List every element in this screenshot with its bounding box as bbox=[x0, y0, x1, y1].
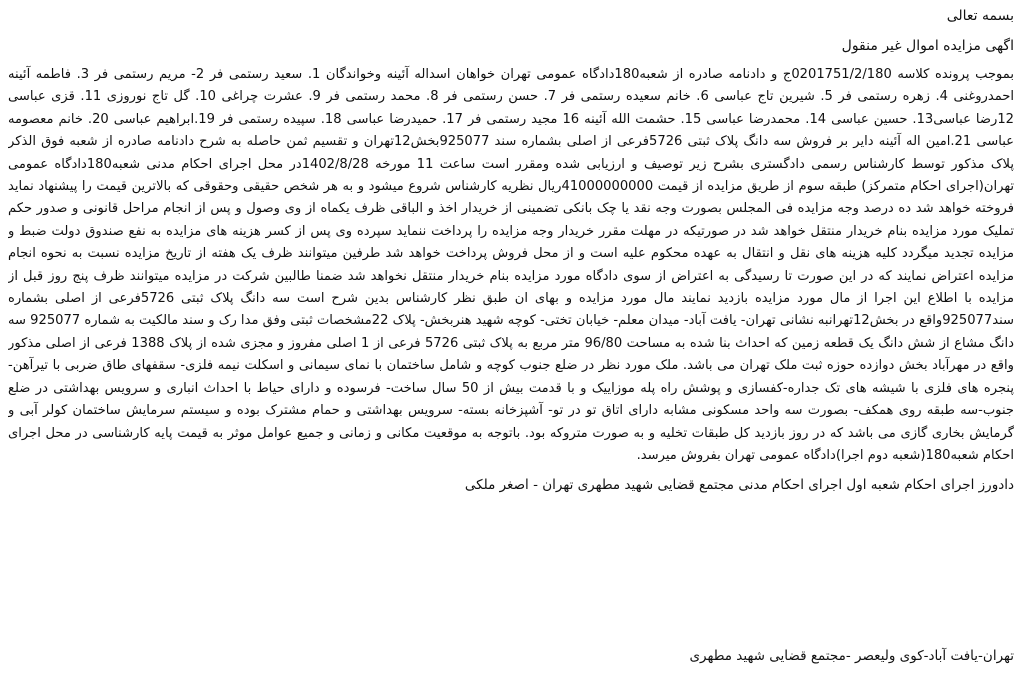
signature-line: دادورز اجرای احکام شعبه اول اجرای احکام مدنی مجتمع قضایی شهید مطهری تهران - اصغر ملکی bbox=[464, 477, 1014, 494]
notice-title: اگهی مزایده اموال غیر منقول bbox=[841, 38, 1014, 54]
auction-notice-document bbox=[8, 6, 1014, 672]
address-line: تهران-یافت آباد-کوی ولیعصر -مجتمع قضایی شهید مطهری bbox=[689, 648, 1014, 664]
notice-body-paragraph: بموجب پرونده کلاسه 0201751/2/180ج و دادنامه صادره از شعبه180دادگاه عمومی تهران خواهان اسداله آئینه وخواندگان 1. سعید رستمی فر 2- مریم رستمی فر 3. فاطمه آئینه احمدروغنی 4. زهره رستمی فر 5. شیرین تاج عباسی 6. خانم سعیده رستمی فر 7. حسن رستمی فر 8. محمد رستمی فر 9. عشرت چراغی 10. گل تاج نوروزی 11. قزی عباسی 12رضا عباسی13. حسین عباسی 14. محمدرضا عباسی 15. حشمت الله آئینه 16 مجید رستمی فر 17. حمیدرضا عباسی 18. سپیده رستمی فر 19.ابراهیم عباسی 20. خانم معصومه عباسی 21.امین اله آئینه دایر بر فروش سه دانگ پلاک ثبتی 5726فرعی از اصلی بشماره سند 925077بخش12تهران و تقسیم ثمن حاصله به شرح دادنامه صادره از شعبه فوق الذکر پلاک مذکور توسط کارشناس رسمی دادگستری بشرح زیر توصیف و ارزیابی شده ومقرر است ساعت 11 مورخه 1402/8/28در محل اجرای احکام مدنی شعبه180دادگاه عمومی تهران(اجرای احکام متمرکز) طبقه سوم از طریق مزایده از قیمت 41000000000ریال نظریه کارشناس شروع میشود و به هر شخص حقیقی وحقوقی که بالاترین قیمت را پیشنهاد نماید فروخته خواهد شد ده درصد وجه مزایده فی المجلس بصورت وجه نقد یا چک بانکی تضمینی از خریدار اخذ و الباقی ظرف یکماه از وی وصول و پس از انجام مراحل قانونی و صدور حکم تملیک مورد مزایده بنام خریدار منتقل خواهد شد در صورتیکه در مهلت مقرر خریدار وجه مزایده را پرداخت ننماید سپرده وی پس از کسر هزینه های مزایده به نفع صندوق دولت ضبط و مزایده تجدید میگردد کلیه هزینه های نقل و انتقال به عهده محکوم علیه است و از محل فروش پرداخت خواهد شد طرفین میتوانند ظرف یک هفته از تاریخ مزایده نسبت به نحوه انجام مزایده اعتراض نمایند که در این صورت تا رسیدگی به اعتراض از سوی دادگاه مورد مزایده بنام خریدار منتقل نخواهد شد ضمنا طالبین شرکت در مزایده میتوانند ظرف پنج روز قبل از مزایده با اطلاع این اجرا از مال مورد مزایده بازدید نمایند مال مورد مزایده و بهای ان طبق نظر کارشناس بدین شرح است سه دانگ پلاک ثبتی 5726فرعی از اصلی بشماره سند925077واقع در بخش12تهرانبه نشانی تهران- یافت آباد- میدان معلم- خیابان تختی- کوچه شهید هنربخش- پلاک 22مشخصات ثبتی وفق مدا رک و سند مالکیت به شماره 925077 سه دانگ مشاع از شش دانگ یک قطعه زمین که احداث بنا شده به مساحت 96/80 متر مربع به پلاک ثبتی 5726 فرعی از 1 اصلی مفروز و مجزی شده از پلاک 1388 فرعی از اصلی مذکور واقع در مهرآباد بخش دوازده حوزه ثبت ملک تهران می باشد. ملک مورد نظر در ضلع جنوب کوچه و شامل ساختمان با نمای سیمانی و اسکلت نیمه فلزی- سقفهای طاق ضربی با تیرآهن-پنجره های فلزی با شیشه های تک جداره-کفسازی و پوشش راه پله موزاییک و با قدمت بیش از 50 سال ساخت- فرسوده و دارای حیاط با احداث انباری و سرویس بهداشتی در ضلع جنوب-سه طبقه روی همکف- بصورت سه واحد مسکونی مشابه دارای اتاق تو در تو- آشپزخانه بسته- سرویس بهداشتی و حمام مشترک بوده و سیستم سرمایش ساختمان کولر آبی و گرمایش بخاری گازی می باشد که در روز بازدید کل طبقات تخلیه و به صورت متروکه بود. باتوجه به موقعیت مکانی و زمانی و جمیع عوامل موثر به قیمت پایه کارشناسی در محل اجرای احکام شعبه180(شعبه دوم اجرا)دادگاه عمومی تهران بفروش میرسد. bbox=[8, 67, 1014, 463]
basmala-heading: بسمه تعالی bbox=[946, 8, 1014, 24]
